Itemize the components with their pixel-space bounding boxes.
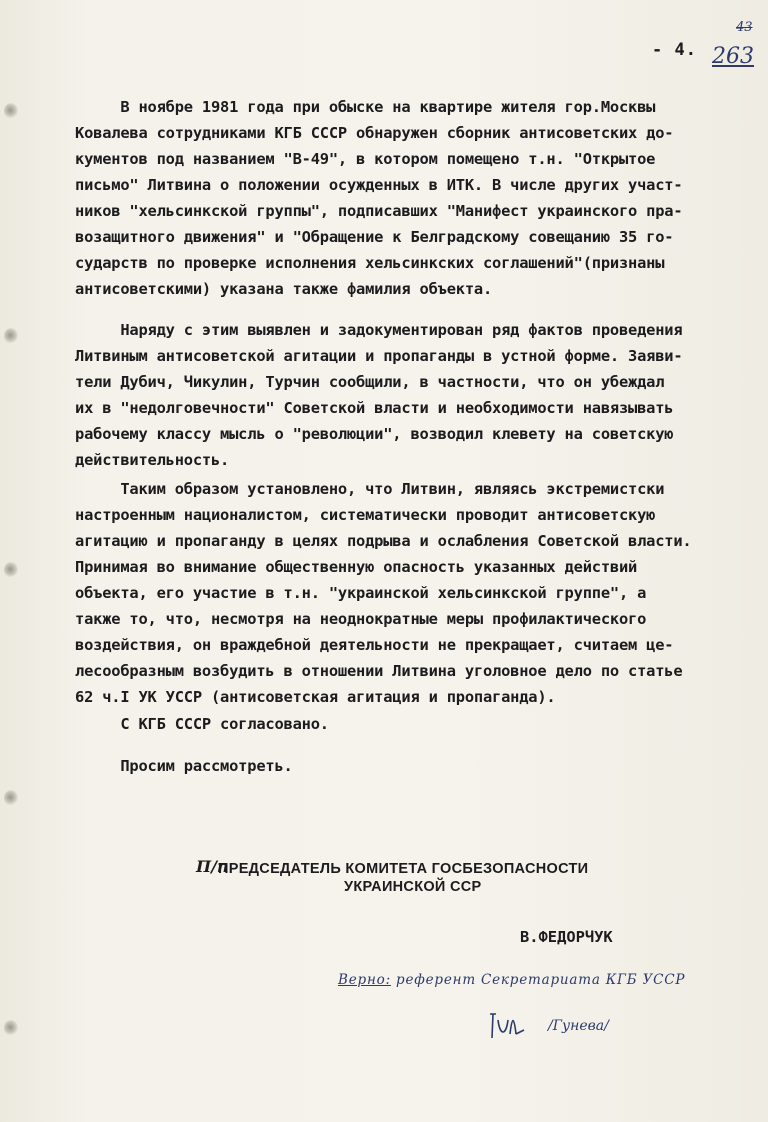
signatory-title-line2: УКРАИНСКОЙ ССР [344,879,482,895]
binder-hole [4,790,18,806]
handwritten-signature [486,1006,526,1046]
archive-sheet-number: 263 [712,44,754,69]
archive-sheet-mark-crossed: 43 [736,20,753,35]
signatory-title [218,860,618,896]
page-number: - 4. [652,40,697,60]
paragraph-oral-agitation: Наряду с этим выявлен и задокументирован ряд фактов проведения Литвиным антисоветской агитации и пропаганды в устной форме. Заяви- тели Дубич, Чикулин, Турчин сообщили, в частности, что он убеждал их в "недолговечности" Советской власти и необходимости навязывать рабочему классу мысль о "революции", возводил клевету на советскую действительность. [75,321,683,469]
certification-signer: /Гунева/ [548,1018,609,1034]
binder-hole [4,1020,18,1036]
signatory-name: В.ФЕДОРЧУК [520,928,613,946]
certification-text: референт Секретариата КГБ УССР [396,972,686,988]
paragraph-search-findings: В ноябре 1981 года при обыске на квартире жителя гор.Москвы Ковалева сотрудниками КГБ СССР обнаружен сборник антисоветских до- кументов под названием "В-49", в котором помещено т.н. "Открытое письмо" Литвина о положении осужденных в ИТК. В числе других участ- ников "хельсинкской группы", подписавших "Манифест украинского пра- возащитного движения" и "Обращение к Белградскому совещанию 35 го- сударств по проверке исполнения хельсинкских соглашений"(признаны антисоветскими) указана также фамилия объекта. [75,98,683,298]
binder-hole [4,328,18,344]
certification-note [338,972,758,988]
paragraph-agreed: С КГБ СССР согласовано. [75,715,329,733]
binder-hole [4,103,18,119]
signatory-title-line1: ПРЕДСЕДАТЕЛЬ КОМИТЕТА ГОСБЕЗОПАСНОСТИ [218,861,589,877]
paragraph-conclusion: Таким образом установлено, что Литвин, являясь экстремистски настроенным националистом, систематически проводит антисоветскую агитацию и пропаганду в целях подрыва и ослабления Советской власти. Принимая во внимание общественную опасность указанных действий объекта, его участие в т.н. "украинской хельсинкской группе", а также то, что, несмотря на неоднократные меры профилактического воздействия, он враждебной деятельности не прекращает, считаем це- лесообразным возбудить в отношении Литвина уголовное дело по статье 62 ч.I УК УССР (антисоветская агитация и пропаганда). [75,480,692,706]
paragraph-request: Просим рассмотреть. [75,757,293,775]
certification-lead: Верно: [338,972,391,988]
binder-hole [4,562,18,578]
signature-original-mark: П/п [196,857,229,876]
